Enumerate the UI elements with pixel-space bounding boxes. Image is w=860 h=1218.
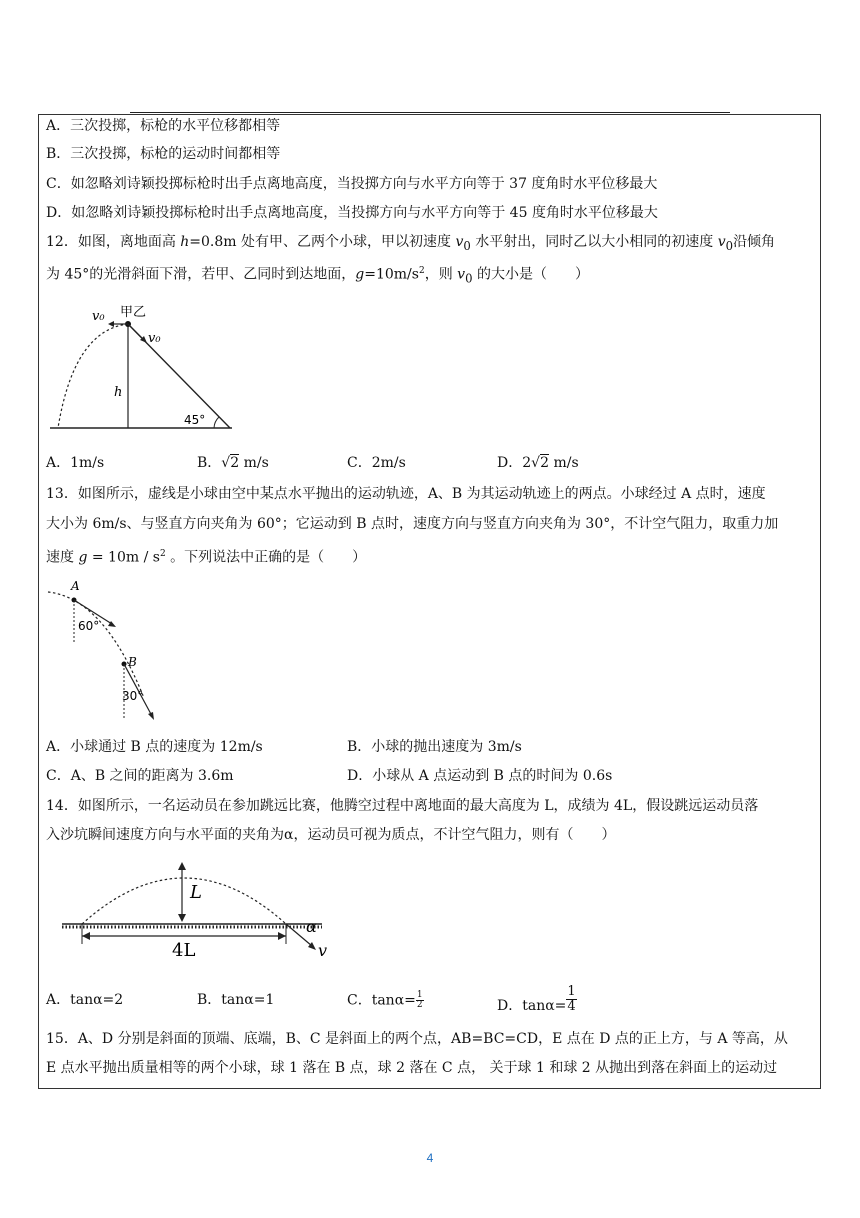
label-b: B	[128, 655, 137, 669]
q12-figure	[44, 300, 244, 436]
v0-right-arrow	[128, 324, 144, 340]
page-number: 4	[426, 1151, 434, 1165]
height-arrowhead-down	[178, 914, 186, 922]
q11-option-b: B．三次投掷，标枪的运动时间都相等	[46, 146, 281, 162]
q15-stem-line2: E 点水平抛出质量相等的两个小球，球 1 落在 B 点，球 2 落在 C 点， 关于球 1 和球 2 从抛出到落在斜面上的运动过	[46, 1060, 778, 1076]
alpha-label: α	[306, 917, 317, 936]
v0-right-label: v₀	[148, 331, 161, 346]
q14-option-d: D．tanα= $\frac{1}{4}$	[497, 984, 576, 1014]
q12-option-b: B．√2 m/s	[197, 455, 269, 471]
q14-figure	[60, 852, 340, 964]
height-L-label: L	[190, 882, 202, 903]
q14-option-b: B．tanα=1	[197, 992, 275, 1008]
q13-stem-line2: 大小为 6m/s、与竖直方向夹角为 60°；它运动到 B 点时，速度方向与竖直方向夹角为 30°，不计空气阻力，取重力加	[46, 516, 779, 532]
q11-option-d: D．如忽略刘诗颖投掷标枪时出手点离地高度，当投掷方向与水平方向等于 45 度角时水平位移最大	[46, 205, 658, 221]
q12-stem-line1: 12．如图，离地面高 h=0.8m 处有甲、乙两个小球，甲以初速度 $v_0$ 水平射出，同时乙以大小相同的初速度 $v_0$沿倾角	[46, 234, 776, 253]
q14-stem-line2: 入沙坑瞬间速度方向与水平面的夹角为α，运动员可视为质点，不计空气阻力，则有（ ）	[46, 827, 616, 843]
q12-option-d: D．2√2 m/s	[497, 455, 579, 471]
q14-stem-line1: 14．如图所示，一名运动员在参加跳远比赛，他腾空过程中离地面的最大高度为 L，成绩为 4L，假设跳远运动员落	[46, 798, 759, 814]
q15-stem-line1: 15．A、D 分别是斜面的顶端、底端，B、C 是斜面上的两个点，AB=BC=CD，E 点在 D 点的正上方，与 A 等高，从	[46, 1031, 788, 1047]
trajectory-curve	[58, 324, 128, 428]
angle-label: 45°	[184, 413, 206, 427]
distance-arrowhead-right	[278, 932, 286, 940]
q13-figure	[44, 578, 174, 724]
angle-30-label: 30°	[122, 689, 144, 703]
trajectory-curve	[48, 592, 144, 698]
q11-option-c: C．如忽略刘诗颖投掷标枪时出手点离地高度，当投掷方向与水平方向等于 37 度角时水平位移最大	[46, 176, 658, 192]
q13-stem-line1: 13．如图所示，虚线是小球由空中某点水平抛出的运动轨迹，A、B 为其运动轨迹上的两点。小球经过 A 点时，速度	[46, 486, 766, 502]
h-label: h	[114, 385, 123, 400]
q13-stem-line3: 速度 $g = 10m / s^2$ 。下列说法中正确的是（ ）	[46, 549, 367, 566]
q14-option-a: A．tanα=2	[46, 992, 124, 1008]
q13-option-b: B．小球的抛出速度为 3m/s	[347, 739, 522, 755]
height-arrowhead-up	[178, 862, 186, 870]
q11-option-a: A．三次投掷，标枪的水平位移都相等	[46, 118, 281, 134]
distance-4L-label: 4L	[172, 940, 196, 961]
label-a: A	[71, 579, 80, 593]
v0-left-label: v₀	[92, 309, 105, 324]
angle-arc	[214, 417, 219, 428]
v0-left-arrowhead	[108, 321, 114, 327]
b-arrowhead	[148, 712, 154, 720]
q12-option-a: A．1m/s	[46, 455, 105, 471]
q13-option-a: A．小球通过 B 点的速度为 12m/s	[46, 739, 263, 755]
distance-arrowhead-left	[82, 932, 90, 940]
angle-60-label: 60°	[78, 619, 100, 633]
q12-option-c: C．2m/s	[347, 455, 406, 471]
jia-yi-label: 甲乙	[120, 305, 147, 320]
q12-stem-line2: 为 45°的光滑斜面下滑，若甲、乙同时到达地面，$g=10m/s^2$，则 $v_0$ 的大小是（ ）	[46, 266, 589, 286]
q14-option-c: C．tanα= $\frac{1}{2}$	[347, 990, 423, 1010]
q13-option-c: C．A、B 之间的距离为 3.6m	[46, 768, 234, 784]
header-rule	[130, 112, 730, 113]
velocity-v-label: v	[318, 941, 328, 960]
q13-option-d: D．小球从 A 点运动到 B 点的时间为 0.6s	[347, 768, 613, 784]
